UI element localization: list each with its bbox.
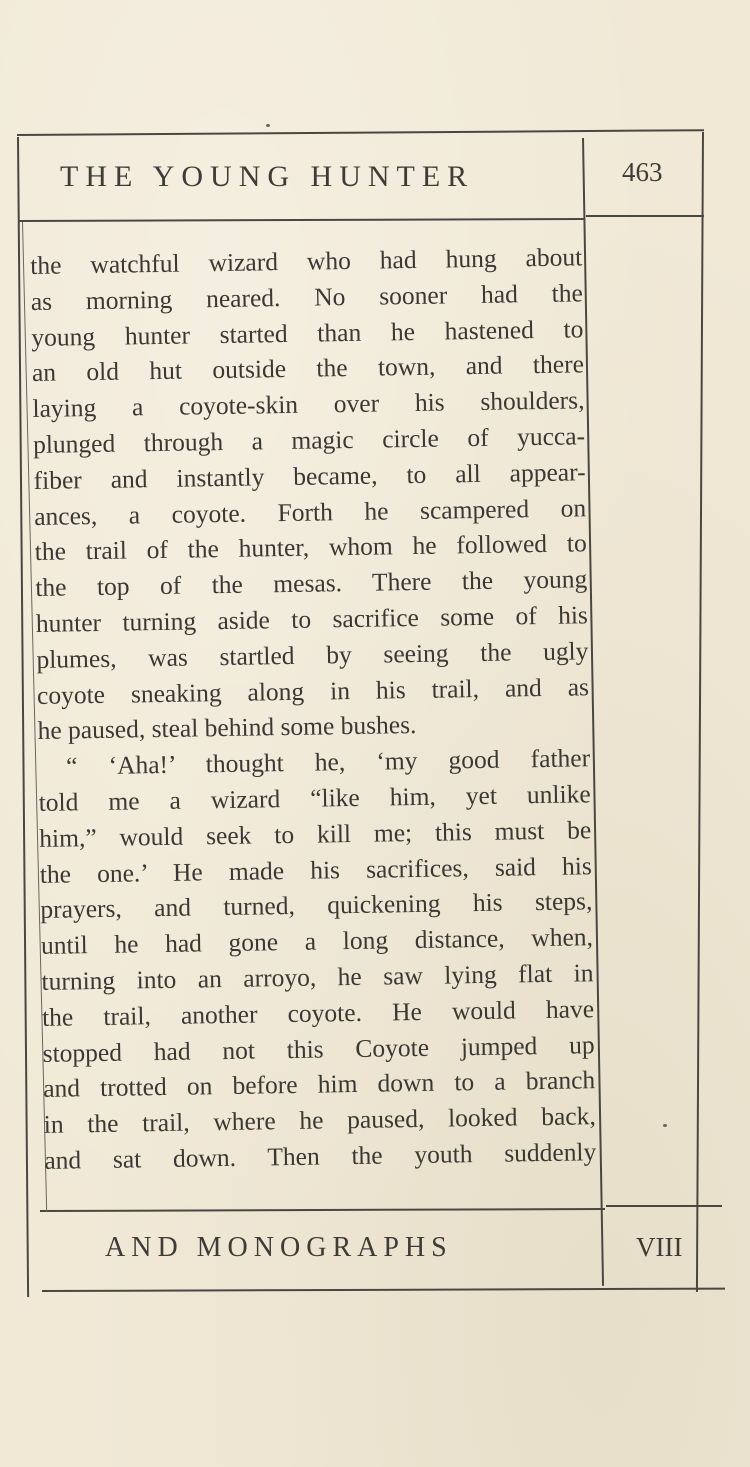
text-line: and trotted on before him down to a branch: [42, 1065, 596, 1104]
text-line: until he had gone a long distance, when,: [40, 922, 594, 961]
text-line: the trail of the hunter, whom he followed to: [34, 528, 587, 567]
text-line: hunter turning aside to sacrifice some of his: [35, 600, 589, 638]
text-line: plumes, was startled by seeing the ugly: [36, 636, 589, 674]
body-text: [30, 239, 597, 1178]
footer-rule-margin: [606, 1205, 722, 1207]
frame-right-rule: [696, 132, 704, 1292]
text-line: young hunter started than he hastened to: [31, 313, 584, 352]
text-line: the top of the mesas. There the young: [35, 564, 588, 603]
text-line: stopped had not this Coyote jumped up: [42, 1029, 595, 1068]
header-rule-margin: [586, 215, 704, 217]
frame-top-rule: [17, 129, 704, 136]
text-line: the watchful wizard who had hung about: [30, 242, 583, 280]
text-line: told me a wizard “like him, yet unlike: [38, 779, 591, 817]
running-title: THE YOUNG HUNTER: [60, 160, 475, 193]
text-line: coyote sneaking along in his trail, and as: [36, 671, 590, 710]
text-line: prayers, and turned, quickening his steps,: [40, 886, 593, 925]
text-line: the one.’ He made his sacrifices, said his: [39, 850, 592, 889]
text-line: ances, a coyote. Forth he scampered on: [33, 492, 587, 531]
series-title: AND MONOGRAPHS: [105, 1232, 453, 1263]
header-rule: [19, 218, 584, 222]
text-line: fiber and instantly became, to all appear-: [33, 457, 586, 495]
volume-number: VIII: [636, 1232, 683, 1262]
footer-rule: [40, 1208, 605, 1212]
text-line: an old hut outside the town, and there: [31, 349, 585, 388]
text-line: in the trail, where he paused, looked back,: [43, 1101, 596, 1140]
text-line: laying a coyote-skin over his shoulders,: [32, 385, 585, 424]
text-line: “ ‘Aha!’ thought he, ‘my good father: [65, 743, 591, 781]
ink-speck: [663, 1124, 667, 1127]
text-line: as morning neared. No sooner had the: [30, 278, 583, 316]
frame-bottom-rule: [42, 1288, 725, 1292]
page-number: 463: [622, 157, 663, 187]
text-line: turning into an arroyo, he saw lying flat in: [41, 958, 594, 996]
frame-left-rule: [17, 137, 29, 1297]
ink-speck: [266, 124, 270, 127]
text-line: the trail, another coyote. He would have: [41, 993, 595, 1032]
text-line: he paused, steal behind some bushes.: [37, 710, 417, 746]
text-line: plunged through a magic circle of yucca-: [32, 421, 586, 459]
text-line: and sat down. Then the youth suddenly: [44, 1137, 597, 1175]
text-line: him,” would seek to kill me; this must be: [39, 815, 592, 853]
